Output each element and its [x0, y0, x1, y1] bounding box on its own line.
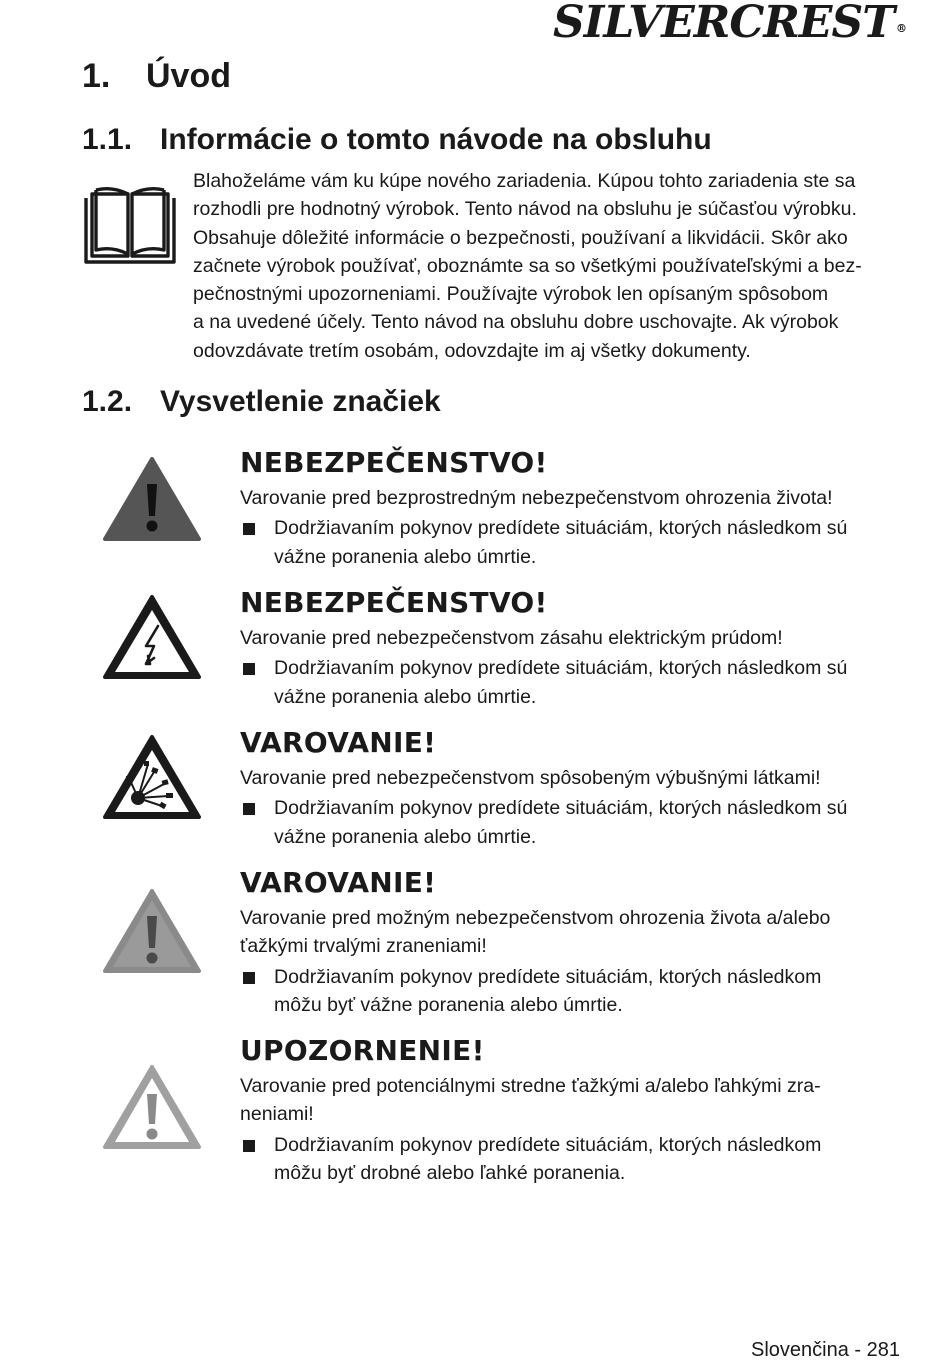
- intro-line: pečnostnými upozorneniami. Používajte výrobok len opísaným spôsobom: [193, 283, 829, 306]
- intro-line: začnete výrobok používať, oboznámte sa so všetkými používateľskými a bez-: [193, 254, 862, 277]
- sign-description: [240, 764, 920, 792]
- intro-line: odovzdávate tretím osobám, odovzdajte im aj všetky dokumenty.: [193, 339, 751, 362]
- sign-description-line: ťažkými trvalými zraneniami!: [240, 935, 487, 958]
- brand-name: SILVERCREST: [553, 0, 894, 48]
- sign-description-line: Varovanie pred potenciálnymi stredne ťažkými a/alebo ľahkými zra-: [240, 1075, 821, 1097]
- intro-line: Blahoželáme vám ku kúpe nového zariadenia. Kúpou tohto zariadenia ste sa: [193, 170, 856, 192]
- warning-exclamation-triangle-icon: [102, 888, 202, 974]
- sign-heading: NEBEZPEČENSTVO!: [240, 446, 548, 479]
- bullet-line: Dodržiavaním pokynov predídete situáciám, ktorých následkom sú: [274, 517, 848, 540]
- sign-heading: VAROVANIE!: [240, 726, 437, 759]
- electric-shock-triangle-icon: [102, 594, 202, 680]
- bullet-line: Dodržiavaním pokynov predídete situáciám, ktorých následkom sú: [274, 657, 848, 680]
- sign-description-line: neniami!: [240, 1103, 314, 1126]
- section-title-text-1: Informácie o tomto návode na obsluhu: [160, 123, 712, 156]
- danger-exclamation-triangle-icon: [102, 456, 202, 542]
- bullet-square-icon: [243, 972, 255, 984]
- sign-description: [240, 1072, 920, 1129]
- sign-description: [240, 484, 920, 512]
- bullet-line: Dodržiavaním pokynov predídete situáciám, ktorých následkom sú: [274, 797, 848, 820]
- section-title-text-2: Vysvetlenie značiek: [160, 385, 441, 418]
- chapter-number: 1.: [82, 57, 111, 95]
- bullet-line: môžu byť drobné alebo ľahké poranenia.: [274, 1161, 626, 1184]
- bullet-line: Dodržiavaním pokynov predídete situáciám, ktorých následkom: [274, 1133, 822, 1156]
- brand-logo: [553, 0, 906, 46]
- sign-bullet: [240, 963, 920, 1020]
- sign-description-line: Varovanie pred nebezpečenstvom spôsobeným výbušnými látkami!: [240, 767, 821, 789]
- bullet-line: Dodržiavaním pokynov predídete situáciám, ktorých následkom: [274, 965, 822, 988]
- section-title-2: [82, 384, 441, 420]
- sign-block-2: [240, 586, 920, 711]
- sign-bullet: [240, 1131, 920, 1188]
- sign-bullet: [240, 654, 920, 711]
- intro-line: a na uvedené účely. Tento návod na obsluhu dobre uschovajte. Ak výrobok: [193, 311, 839, 334]
- sign-block-5: [240, 1034, 920, 1187]
- sign-heading: UPOZORNENIE!: [240, 1034, 485, 1067]
- bullet-line: vážne poranenia alebo úmrtie.: [274, 825, 537, 848]
- bullet-square-icon: [243, 803, 255, 815]
- bullet-line: vážne poranenia alebo úmrtie.: [274, 545, 537, 568]
- sign-description: [240, 904, 920, 961]
- sign-description: [240, 624, 920, 652]
- sign-description-line: Varovanie pred možným nebezpečenstvom ohrozenia života a/alebo: [240, 907, 831, 929]
- bullet-square-icon: [243, 663, 255, 675]
- section-title-1: [82, 122, 712, 158]
- bullet-line: môžu byť vážne poranenia alebo úmrtie.: [274, 993, 623, 1016]
- sign-bullet: [240, 514, 920, 571]
- caution-exclamation-triangle-icon: [102, 1064, 202, 1150]
- bullet-line: vážne poranenia alebo úmrtie.: [274, 685, 537, 708]
- sign-description-line: Varovanie pred bezprostredným nebezpečenstvom ohrozenia života!: [240, 487, 833, 509]
- page-footer: Slovenčina - 281: [751, 1339, 900, 1361]
- intro-paragraph: [193, 167, 913, 365]
- intro-line: rozhodli pre hodnotný výrobok. Tento návod na obsluhu je súčasťou výrobku.: [193, 198, 857, 221]
- sign-bullet: [240, 794, 920, 851]
- section-number-2: 1.2.: [82, 385, 133, 418]
- bullet-square-icon: [243, 523, 255, 535]
- intro-line: Obsahuje dôležité informácie o bezpečnosti, používaní a likvidácii. Skôr ako: [193, 226, 848, 249]
- registered-mark: ®: [896, 22, 906, 35]
- chapter-title: [82, 56, 231, 96]
- sign-block-4: [240, 866, 920, 1019]
- sign-heading: NEBEZPEČENSTVO!: [240, 586, 548, 619]
- sign-block-3: [240, 726, 920, 851]
- manual-book-icon: [84, 186, 176, 264]
- section-number-1: 1.1.: [82, 123, 133, 156]
- bullet-square-icon: [243, 1140, 255, 1152]
- sign-description-line: Varovanie pred nebezpečenstvom zásahu elektrickým prúdom!: [240, 627, 783, 649]
- chapter-title-text: Úvod: [146, 57, 231, 95]
- sign-block-1: [240, 446, 920, 571]
- sign-heading: VAROVANIE!: [240, 866, 437, 899]
- explosive-triangle-icon: [102, 734, 202, 820]
